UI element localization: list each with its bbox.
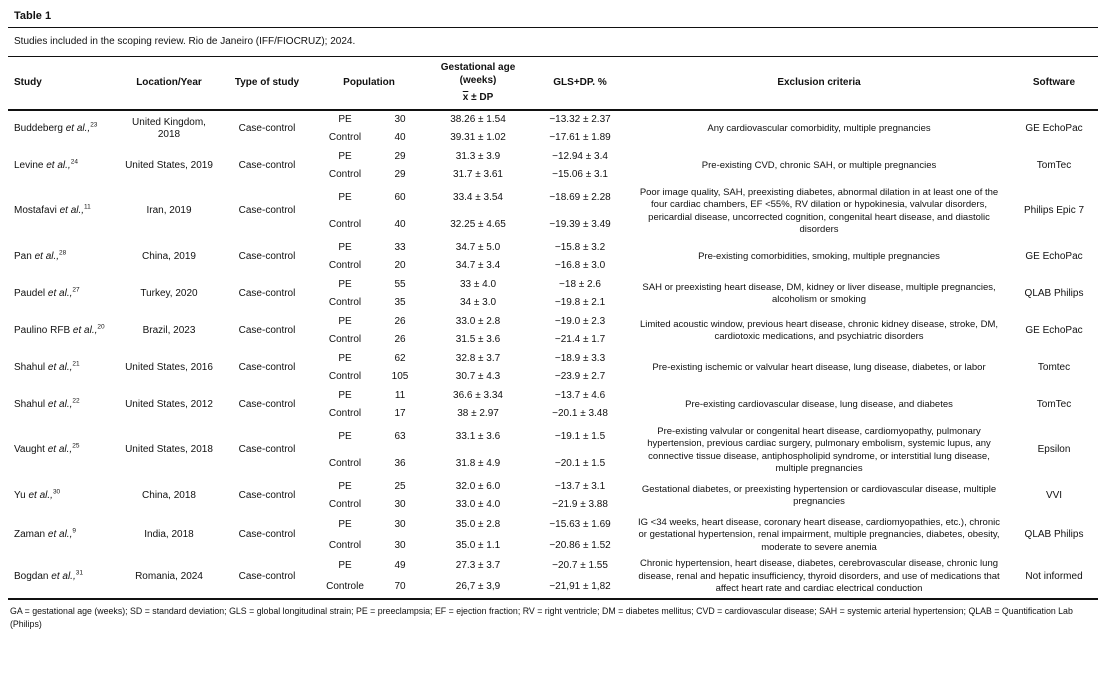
study-reference-number: 20 <box>97 323 105 331</box>
population-group-cell: Control <box>328 297 362 309</box>
header-exclusion: Exclusion criteria <box>628 57 1010 110</box>
gestational-age-cell: 35.0 ± 2.8 <box>455 518 501 530</box>
study-type-cell: Case-control <box>238 529 296 541</box>
population-group-cell: PE <box>338 150 352 162</box>
software-cell: Not informed <box>1025 570 1083 582</box>
population-n-cell: 26 <box>394 334 406 346</box>
study-type-cell: Case-control <box>238 490 296 501</box>
gls-value-cell: −12.94 ± 3.4 <box>552 150 608 162</box>
gestational-age-cell: 27.3 ± 3.7 <box>455 560 501 572</box>
study-type-cell: Case-control <box>238 570 296 582</box>
population-n-cell: 29 <box>394 150 406 162</box>
gestational-age-cell: 34.7 ± 5.0 <box>455 241 501 253</box>
population-n-cell: 26 <box>394 315 406 327</box>
gestational-age-cell: 31.3 ± 3.9 <box>455 150 501 162</box>
study-etal: et al., <box>65 122 91 134</box>
gls-value-cell: −20.86 ± 1.52 <box>549 539 611 551</box>
header-ga-line1: Gestational age <box>440 62 516 73</box>
study-etal: et al., <box>47 398 73 410</box>
header-location: Location/Year <box>118 57 220 110</box>
study-author: Zaman <box>14 529 48 541</box>
population-n-cell: 17 <box>394 408 406 420</box>
gls-value-cell: −13.7 ± 3.1 <box>554 480 606 492</box>
gls-value-cell: −20.1 ± 3.48 <box>552 408 608 420</box>
gestational-age-cell: 34.7 ± 3.4 <box>455 260 501 272</box>
software-cell: QLAB Philips <box>1024 529 1084 541</box>
study-row <box>8 148 1098 167</box>
study-row <box>8 387 1098 406</box>
gestational-age-cell: 33.0 ± 2.8 <box>455 315 501 327</box>
population-n-cell: 30 <box>394 113 406 125</box>
software-cell: Tomtec <box>1037 361 1071 373</box>
gestational-age-cell: 30.7 ± 4.3 <box>455 371 501 383</box>
study-reference-number: 24 <box>70 158 78 166</box>
study-etal: et al., <box>59 205 85 217</box>
software-cell: Epsilon <box>1037 444 1071 456</box>
study-cell <box>8 556 118 599</box>
table-caption: Studies included in the scoping review. Rio de Janeiro (IFF/FIOCRUZ); 2024. <box>14 36 356 47</box>
software-cell: QLAB Philips <box>1024 287 1084 299</box>
study-cell <box>8 350 118 387</box>
table-footnote: GA = gestational age (weeks); SD = standard deviation; GLS = global longitudinal strain; PE = preeclampsia; EF = ejection fraction; RV = right ventricle; DM = diabetes mellitus; CVD = cardiovascular disease; SAH = systemic arterial hypertension; QLAB = Quantification Lab (Philips) <box>10 605 1073 629</box>
population-group-cell: Control <box>328 371 362 383</box>
location-cell: Romania, 2024 <box>135 570 203 582</box>
software-cell: GE EchoPac <box>1025 122 1083 134</box>
population-group-cell: Control <box>328 539 362 551</box>
study-cell <box>8 239 118 276</box>
population-n-cell: 70 <box>394 581 406 593</box>
study-etal: et al., <box>72 324 98 336</box>
population-n-cell: 30 <box>394 539 406 551</box>
table-label: Table 1 <box>14 10 52 22</box>
gestational-age-cell: 35.0 ± 1.1 <box>455 539 501 551</box>
software-cell: GE EchoPac <box>1025 324 1083 336</box>
study-author: Levine <box>14 159 47 171</box>
population-group-cell: PE <box>338 315 352 327</box>
population-n-cell: 40 <box>394 132 406 143</box>
gls-value-cell: −19.0 ± 2.3 <box>554 315 606 327</box>
study-etal: et al., <box>28 490 53 501</box>
study-type-cell: Case-control <box>238 287 296 299</box>
exclusion-criteria-cell: SAH or preexisting heart disease, DM, kidney or liver disease, multiple pregnancies, alcoholism or smoking <box>642 281 996 306</box>
gls-value-cell: −18 ± 2.6 <box>559 278 601 290</box>
header-gls: GLS+DP. % <box>532 57 628 110</box>
population-group-cell: PE <box>338 352 352 364</box>
study-reference-number: 11 <box>84 203 91 211</box>
study-type-cell: Case-control <box>238 444 296 456</box>
population-n-cell: 55 <box>394 278 406 290</box>
study-reference-number: 28 <box>59 249 67 257</box>
software-cell: TomTec <box>1036 398 1072 410</box>
study-cell <box>8 185 118 239</box>
study-etal: et al., <box>46 159 71 171</box>
study-type-cell: Case-control <box>238 324 296 336</box>
software-cell: VVI <box>1045 490 1063 501</box>
study-etal: et al., <box>47 287 73 299</box>
gestational-age-cell: 32.25 ± 4.65 <box>450 218 506 230</box>
gls-value-cell: −15.06 ± 3.1 <box>552 169 608 180</box>
header-software: Software <box>1010 57 1098 110</box>
population-group-cell: PE <box>338 191 352 203</box>
location-cell: United States, 2019 <box>125 159 213 171</box>
study-reference-number: 22 <box>72 397 80 405</box>
study-reference-number: 21 <box>72 360 80 368</box>
population-n-cell: 30 <box>394 518 406 530</box>
location-cell: United States, 2012 <box>125 398 213 410</box>
gls-value-cell: −23.9 ± 2.7 <box>554 371 606 383</box>
study-cell <box>8 276 118 313</box>
population-group-cell: Control <box>328 334 362 346</box>
study-type-cell: Case-control <box>238 159 296 171</box>
location-cell: United Kingdom, 2018 <box>132 116 206 140</box>
study-cell <box>8 515 118 557</box>
gls-value-cell: −19.39 ± 3.49 <box>549 218 611 230</box>
population-group-cell: PE <box>338 480 352 492</box>
study-reference-number: 9 <box>72 527 76 535</box>
exclusion-criteria-cell: Pre-existing cardiovascular disease, lung disease, and diabetes <box>685 398 953 410</box>
population-n-cell: 36 <box>394 457 406 469</box>
gestational-age-cell: 33.0 ± 4.0 <box>455 499 501 511</box>
study-author: Vaught <box>14 444 48 456</box>
study-author: Shahul <box>14 361 48 373</box>
study-row <box>8 185 1098 212</box>
location-cell: Brazil, 2023 <box>142 324 196 336</box>
gls-value-cell: −15.63 ± 1.69 <box>549 518 611 530</box>
study-reference-number: 27 <box>72 286 80 294</box>
gestational-age-cell: 31.8 ± 4.9 <box>455 457 501 469</box>
population-n-cell: 49 <box>394 560 406 572</box>
exclusion-criteria-cell: IG <34 weeks, heart disease, coronary heart disease, cardiomyopathies, etc.), chronic or gestational hypertension, renal impairment, multiple pregnancies, diabetes, obesity, moderate to severe anemia <box>638 516 1000 553</box>
location-cell: United States, 2016 <box>125 361 213 373</box>
software-cell: GE EchoPac <box>1025 250 1083 262</box>
location-cell: United States, 2018 <box>125 444 213 456</box>
exclusion-criteria-cell: Any cardiovascular comorbidity, multiple pregnancies <box>707 122 931 134</box>
population-group-cell: PE <box>338 278 352 290</box>
study-type-cell: Case-control <box>238 398 296 410</box>
population-group-cell: Control <box>328 408 362 420</box>
population-group-cell: Control <box>328 218 362 230</box>
header-gestational-age <box>424 57 532 110</box>
location-cell: Turkey, 2020 <box>140 287 198 299</box>
study-reference-number: 23 <box>90 121 98 129</box>
gls-value-cell: −21.9 ± 3.88 <box>552 499 608 511</box>
gls-value-cell: −21,91 ± 1,82 <box>549 581 611 593</box>
population-group-cell: Control <box>328 499 362 511</box>
gestational-age-cell: 26,7 ± 3,9 <box>455 581 501 593</box>
study-cell <box>8 110 118 148</box>
population-group-cell: PE <box>338 113 352 125</box>
gestational-age-cell: 34 ± 3.0 <box>459 297 497 309</box>
gls-value-cell: −21.4 ± 1.7 <box>554 334 606 346</box>
study-type-cell: Case-control <box>238 250 296 262</box>
population-n-cell: 35 <box>394 297 406 309</box>
exclusion-criteria-cell: Pre-existing valvular or congenital heart disease, cardiomyopathy, pulmonary hypertension, previous cardiac surgery, pulmonary embolism, systemic lupus, any connective tissue disease, antiphospholipid syndrome, or interstitial lung disease, multiple pregnancies <box>647 425 991 475</box>
study-row <box>8 515 1098 536</box>
study-etal: et al., <box>47 529 73 541</box>
study-row <box>8 110 1098 130</box>
study-row <box>8 276 1098 295</box>
population-n-cell: 40 <box>394 218 406 230</box>
gls-value-cell: −15.8 ± 3.2 <box>554 241 606 253</box>
studies-table <box>8 56 1098 600</box>
study-etal: et al., <box>51 570 76 582</box>
population-group-cell: PE <box>338 389 352 401</box>
header-ga-line2: (weeks) <box>459 74 497 86</box>
population-n-cell: 11 <box>394 389 406 401</box>
study-cell <box>8 478 118 515</box>
study-cell <box>8 313 118 350</box>
table-body <box>8 110 1098 599</box>
study-author: Mostafavi <box>14 205 60 217</box>
study-reference-number: 25 <box>72 443 80 451</box>
population-group-cell: Control <box>328 260 362 272</box>
exclusion-criteria-cell: Gestational diabetes, or preexisting hypertension or cardiovascular disease, multiple pregnancies <box>641 483 997 508</box>
gls-value-cell: −16.8 ± 3.0 <box>554 260 606 272</box>
study-author: Yu <box>14 490 29 501</box>
study-etal: et al., <box>47 361 73 373</box>
study-author: Bogdan <box>14 570 52 582</box>
gls-value-cell: −13.7 ± 4.6 <box>554 389 606 401</box>
header-ga-subheader: $\overline{x}$ ± DP <box>462 92 494 103</box>
location-cell: China, 2018 <box>142 490 196 501</box>
gls-value-cell: −18.9 ± 3.3 <box>554 352 606 364</box>
study-row <box>8 350 1098 369</box>
location-cell: China, 2019 <box>142 250 196 262</box>
study-author: Pan <box>14 250 35 262</box>
exclusion-criteria-cell: Poor image quality, SAH, preexisting diabetes, abnormal dilation in at least one of the four cardiac chambers, EF <55%, RV dilation or hypokinesia, valvular disorders, pericardial disease, uncorrected cognition, congenital heart disease, and diastolic disorders <box>639 186 999 236</box>
study-author: Paulino RFB <box>14 324 73 336</box>
study-author: Buddeberg <box>14 122 66 134</box>
exclusion-criteria-cell: Pre-existing CVD, chronic SAH, or multiple pregnancies <box>701 159 937 171</box>
gestational-age-cell: 39.31 ± 1.02 <box>450 132 506 143</box>
study-row <box>8 478 1098 497</box>
gls-value-cell: −20.1 ± 1.5 <box>554 457 606 469</box>
population-n-cell: 25 <box>394 480 406 492</box>
exclusion-criteria-cell: Chronic hypertension, heart disease, diabetes, cerebrovascular disease, chronic lung disease, renal and hepatic insufficiency, thyroid disorders, and use of medications that affect heart rate and cardiac electrical conduction <box>638 558 1000 595</box>
study-row <box>8 556 1098 577</box>
study-type-cell: Case-control <box>238 205 296 217</box>
gls-value-cell: −18.69 ± 2.28 <box>549 191 611 203</box>
population-group-cell: PE <box>338 430 352 442</box>
study-cell <box>8 424 118 478</box>
study-cell <box>8 387 118 424</box>
population-n-cell: 20 <box>394 260 406 272</box>
population-n-cell: 29 <box>394 169 406 180</box>
population-n-cell: 60 <box>394 191 406 203</box>
study-etal: et al., <box>34 250 60 262</box>
gls-value-cell: −19.1 ± 1.5 <box>554 430 606 442</box>
gestational-age-cell: 33.1 ± 3.6 <box>455 430 501 442</box>
study-cell <box>8 148 118 185</box>
header-study: Study <box>8 57 118 110</box>
software-cell: Philips Epic 7 <box>1024 205 1085 217</box>
gestational-age-cell: 33 ± 4.0 <box>459 278 497 290</box>
gestational-age-cell: 32.0 ± 6.0 <box>455 480 501 492</box>
study-type-cell: Case-control <box>238 361 296 373</box>
study-reference-number: 30 <box>52 488 61 496</box>
exclusion-criteria-cell: Pre-existing comorbidities, smoking, multiple pregnancies <box>698 250 940 262</box>
location-cell: Iran, 2019 <box>146 205 192 217</box>
study-author: Paudel <box>14 287 48 299</box>
study-row <box>8 239 1098 258</box>
study-etal: et al., <box>47 444 73 456</box>
population-group-cell: PE <box>338 241 352 253</box>
population-n-cell: 30 <box>394 499 406 511</box>
table-header <box>8 57 1098 110</box>
gestational-age-cell: 32.8 ± 3.7 <box>455 352 501 364</box>
study-row <box>8 424 1098 451</box>
gestational-age-cell: 33.4 ± 3.54 <box>453 191 503 203</box>
population-n-cell: 62 <box>394 352 406 364</box>
header-type: Type of study <box>220 57 314 110</box>
header-population: Population <box>314 57 424 110</box>
population-group-cell: PE <box>338 560 352 572</box>
gestational-age-cell: 36.6 ± 3.34 <box>453 389 503 401</box>
gls-value-cell: −17.61 ± 1.89 <box>549 132 611 143</box>
study-author: Shahul <box>14 398 48 410</box>
exclusion-criteria-cell: Limited acoustic window, previous heart disease, chronic kidney disease, stroke, DM, cardiotoxic medications, and psychiatric disorders <box>640 318 999 343</box>
study-row <box>8 313 1098 332</box>
population-group-cell: Control <box>328 132 362 143</box>
gls-value-cell: −13.32 ± 2.37 <box>549 113 611 125</box>
gls-value-cell: −19.8 ± 2.1 <box>554 297 606 309</box>
software-cell: TomTec <box>1036 159 1072 171</box>
population-n-cell: 105 <box>391 371 409 383</box>
gls-value-cell: −20.7 ± 1.55 <box>552 560 608 572</box>
location-cell: India, 2018 <box>144 529 194 541</box>
population-n-cell: 63 <box>394 430 406 442</box>
gestational-age-cell: 38 ± 2.97 <box>457 408 499 420</box>
gestational-age-cell: 38.26 ± 1.54 <box>450 113 506 125</box>
exclusion-criteria-cell: Pre-existing ischemic or valvular heart disease, lung disease, diabetes, or labor <box>652 361 986 373</box>
population-n-cell: 33 <box>394 241 406 253</box>
gestational-age-cell: 31.5 ± 3.6 <box>455 334 501 346</box>
study-type-cell: Case-control <box>238 122 296 134</box>
population-group-cell: Controle <box>326 581 364 593</box>
study-reference-number: 31 <box>75 569 83 577</box>
population-group-cell: PE <box>338 518 352 530</box>
gestational-age-cell: 31.7 ± 3.61 <box>453 169 503 180</box>
population-group-cell: Control <box>328 457 362 469</box>
population-group-cell: Control <box>328 169 362 180</box>
